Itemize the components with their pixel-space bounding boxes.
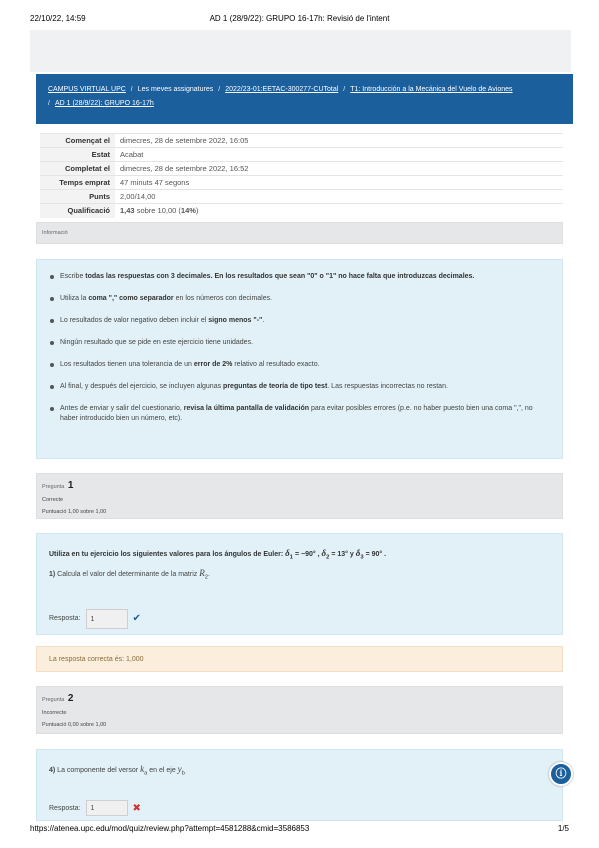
question-prompt (49, 764, 550, 776)
instruction-text: Escribe (60, 273, 86, 280)
instruction-text: relativo al resultado exacto. (232, 361, 320, 368)
instruction-item (49, 382, 550, 392)
summary-row-points (40, 190, 563, 204)
euler-angle-sub: 3 (360, 554, 364, 561)
euler-angle-symbol: δ (321, 548, 327, 558)
euler-angle-sub: 2 (326, 554, 330, 561)
summary-label: Estat (40, 148, 115, 162)
versor-sub: a (144, 770, 148, 777)
help-circle-icon[interactable]: ⓘ (549, 762, 573, 786)
axis-symbol: y (177, 764, 182, 774)
attempt-summary-table (40, 133, 563, 218)
instruction-item (49, 272, 550, 282)
euler-angle-value: = 13° y (329, 551, 356, 558)
summary-label: Punts (40, 190, 115, 204)
instruction-text: para evitar posibles errores (p.e. no haber puesto bien una coma ",", no haber introducido bien un número, etc). (60, 405, 533, 422)
grade-percent: 14% (180, 206, 196, 216)
summary-row-completed (40, 162, 563, 176)
prompt-text: Calcula el valor del determinante de la matriz (55, 571, 200, 579)
information-bar (36, 222, 563, 244)
instructions-list (49, 272, 550, 424)
instruction-text: signo menos "-" (208, 317, 263, 324)
correct-answer-feedback (36, 646, 563, 672)
question-label: Pregunta (42, 484, 65, 490)
answer-row (49, 800, 550, 816)
summary-row-started (40, 134, 563, 148)
question-number (42, 480, 557, 491)
summary-row-state (40, 148, 563, 162)
page-header-band (30, 30, 571, 72)
breadcrumb-separator: / (218, 86, 221, 93)
summary-value: 2,00/14,00 (115, 190, 563, 204)
answer-row (49, 609, 550, 629)
print-url: https://atenea.upc.edu/mod/quiz/review.php?attempt=4581288&cmid=3586853 (30, 824, 310, 833)
summary-value: 47 minuts 47 segons (115, 176, 563, 190)
question-1-content (36, 533, 563, 635)
print-header (30, 14, 569, 26)
question-2-info (36, 686, 563, 734)
summary-row-time (40, 176, 563, 190)
feedback-text: La resposta correcta és: 1,000 (49, 656, 144, 663)
question-mark: Puntuació 0,00 sobre 1,00 (42, 722, 107, 728)
grade-score: 1,43 (120, 206, 135, 216)
answer-input[interactable]: 1 (86, 800, 128, 816)
matrix-sub: 2 (204, 574, 208, 581)
summary-value: dimecres, 28 de setembre 2022, 16:05 (115, 134, 563, 148)
print-date: 22/10/22, 14:59 (30, 14, 86, 23)
question-prompt (49, 568, 550, 580)
versor-symbol: k (140, 764, 145, 774)
prompt-number: 4) (49, 767, 56, 774)
instruction-item (49, 338, 550, 348)
instruction-text: Ningún resultado que se pide en este ejercicio tiene unidades. (60, 339, 254, 346)
breadcrumb-quiz-link[interactable]: AD 1 (28/9/22): GRUPO 16-17h (54, 100, 154, 107)
axis-sub: b (181, 770, 185, 777)
instructions-panel (36, 259, 563, 459)
instruction-text: Utiliza la (60, 295, 89, 302)
summary-label: Començat el (40, 134, 115, 148)
instruction-item (49, 404, 550, 424)
print-footer (30, 824, 569, 836)
breadcrumb-topic-link[interactable]: T1: Introducción a la Mecánica del Vuelo de Aviones (350, 86, 513, 93)
summary-label: Temps emprat (40, 176, 115, 190)
instruction-text: en los números con decimales. (173, 295, 273, 302)
summary-label: Completat el (40, 162, 115, 176)
print-page-number: 1/5 (557, 824, 569, 833)
grade-rest: sobre 10,00 ( (136, 206, 181, 216)
instruction-item (49, 360, 550, 370)
instruction-text: Los resultados tienen una tolerancia de un (60, 361, 194, 368)
question-label: Pregunta (42, 697, 65, 703)
instruction-text: todas las respuestas con 3 decimales. En los resultados que sean "0" o "1" no hace falta que introduzcas decimales. (85, 273, 475, 280)
question-1-info (36, 473, 563, 519)
question-mark: Puntuació 1,00 sobre 1,00 (42, 509, 107, 515)
question-intro-text: Utiliza en tu ejercicio los siguientes valores para los ángulos de Euler: (49, 551, 286, 558)
breadcrumb-separator: / (343, 86, 346, 93)
breadcrumb-course-link[interactable]: 2022/23-01:EETAC-300277-CUTotal (225, 86, 339, 93)
summary-value: dimecres, 28 de setembre 2022, 16:52 (115, 162, 563, 176)
answer-label: Resposta: (49, 615, 81, 623)
question-number-value: 1 (67, 480, 74, 491)
summary-value: Acabat (115, 148, 563, 162)
matrix-symbol: R (199, 568, 205, 579)
instruction-text: . (262, 317, 265, 324)
check-icon: ✔ (132, 613, 141, 625)
prompt-number: 1) (49, 571, 56, 579)
euler-angle-symbol: δ (355, 548, 361, 558)
grade-close: ) (195, 206, 199, 216)
print-title: AD 1 (28/9/22): GRUPO 16-17h: Revisió de l'intent (209, 14, 390, 23)
instruction-text: preguntas de teoría de tipo test (223, 383, 328, 390)
question-number (42, 693, 557, 704)
prompt-text-mid: en el eje (147, 767, 178, 774)
instruction-text: Lo resultados de valor negativo deben incluir el (60, 317, 209, 324)
breadcrumb (36, 74, 573, 124)
summary-row-grade (40, 204, 563, 218)
cross-icon: ✖ (132, 802, 141, 814)
euler-angle-value: = −90° , (293, 551, 322, 558)
breadcrumb-separator: / (130, 86, 133, 93)
instruction-text: Al final, y después del ejercicio, se incluyen algunas (60, 383, 224, 390)
instruction-text: . Las respuestas incorrectas no restan. (327, 383, 448, 390)
prompt-end: . (207, 571, 210, 579)
instruction-text: error de 2% (193, 361, 233, 368)
instruction-text: coma "," como separador (88, 295, 174, 302)
breadcrumb-campus-link[interactable]: CAMPUS VIRTUAL UPC (48, 86, 126, 93)
euler-angle-sub: 1 (289, 554, 294, 561)
instruction-text: Antes de enviar y salir del cuestionario, (60, 405, 184, 412)
information-label: Informació (42, 230, 68, 236)
question-number-value: 2 (67, 693, 74, 704)
answer-label: Resposta: (49, 804, 81, 812)
instruction-text: revisa la última pantalla de validación (183, 405, 310, 412)
prompt-text: La componente del versor (55, 767, 141, 774)
euler-angle-value: = 90° . (363, 551, 387, 558)
grade-value (115, 204, 563, 218)
breadcrumb-my-courses[interactable]: Les meves assignatures (137, 86, 214, 93)
summary-label: Qualificació (40, 204, 115, 218)
instruction-item (49, 294, 550, 304)
euler-angle-symbol: δ (285, 548, 290, 558)
instruction-item (49, 316, 550, 326)
question-state: Correcte (42, 497, 64, 503)
question-state: Incorrecte (42, 710, 67, 716)
breadcrumb-separator: / (48, 100, 50, 107)
answer-input[interactable]: 1 (86, 609, 128, 629)
question-2-content (36, 749, 563, 821)
question-intro (49, 548, 550, 560)
